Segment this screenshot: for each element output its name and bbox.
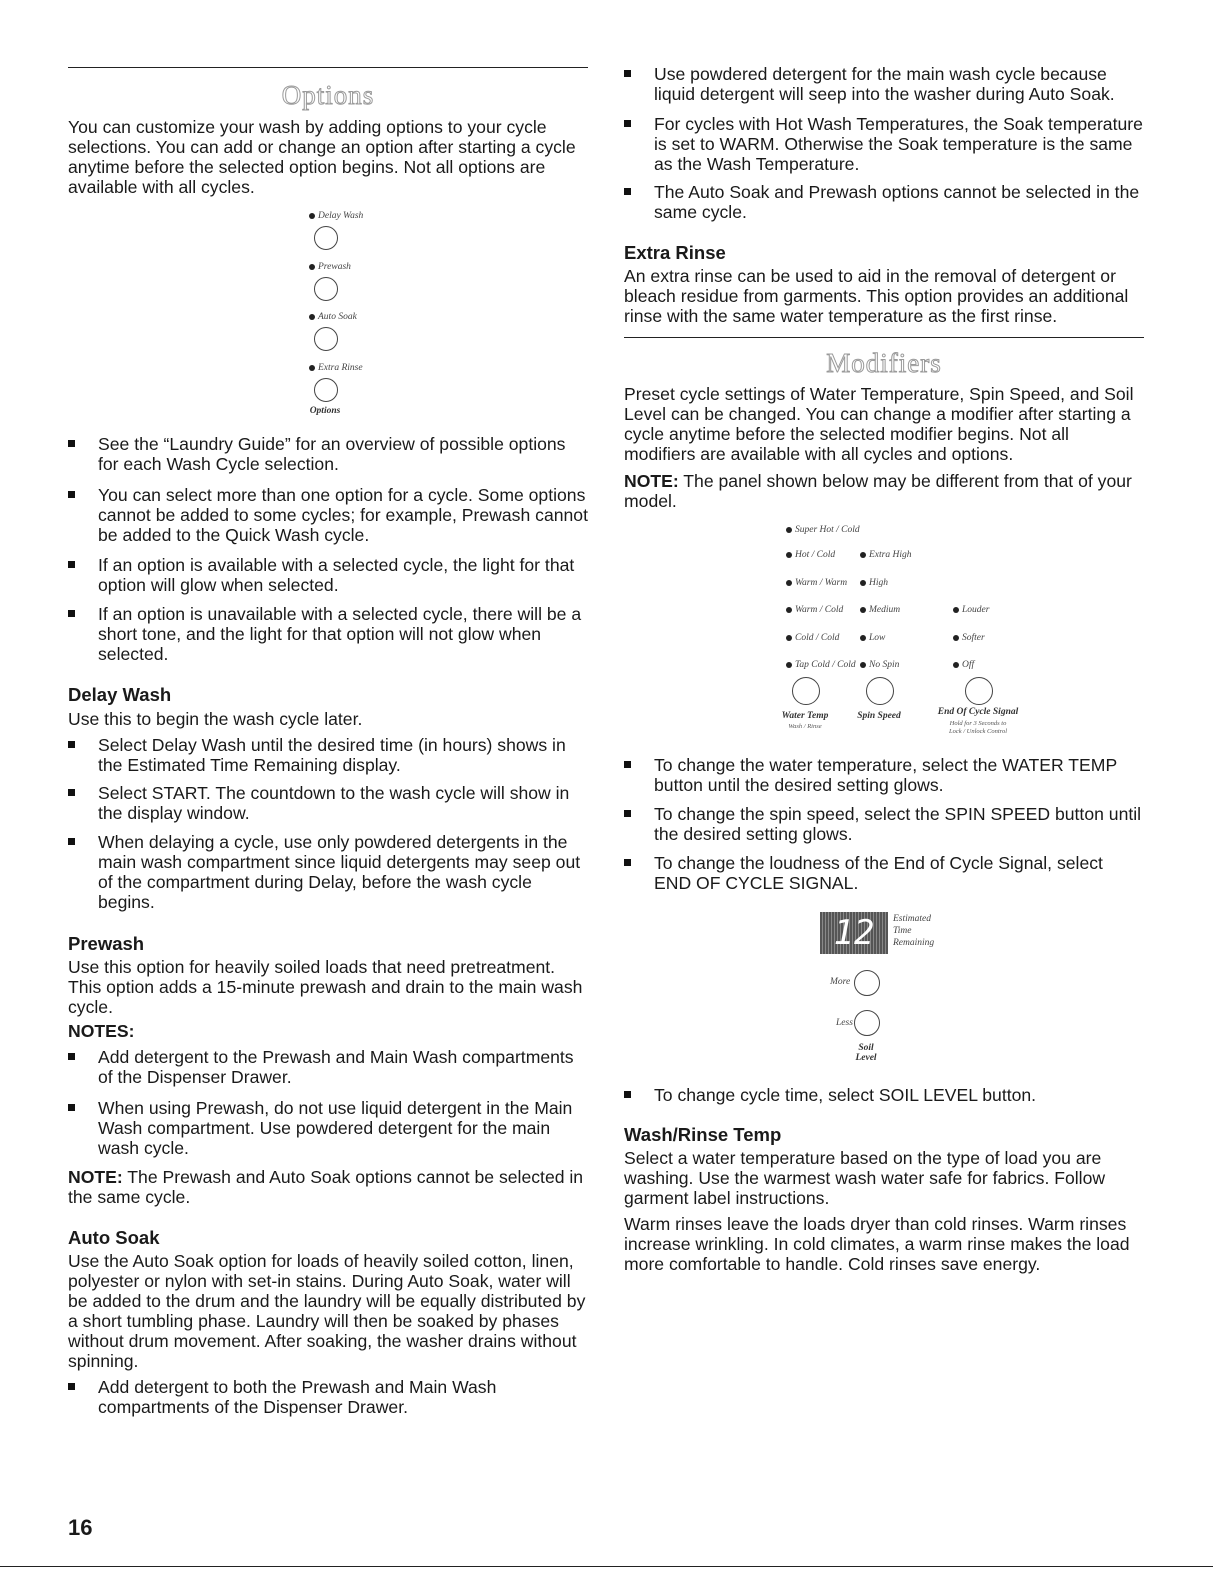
water-temp-setting: Tap Cold / Cold [786,660,856,670]
water-temp-button[interactable] [792,677,820,705]
options-top-rule [68,67,588,68]
prewash-heading: Prewash [68,933,145,954]
end-of-cycle-signal-caption: End Of Cycle Signal [937,707,1019,717]
end-of-cycle-signal-button[interactable] [965,677,993,705]
spin-speed-setting: Extra High [860,550,911,560]
indicator-dot [860,662,866,668]
bullet-square [68,491,75,498]
bullet-square [68,1053,75,1060]
more-label: More [830,977,851,987]
indicator-dot [860,607,866,613]
extra-rinse-text: An extra rinse can be used to aid in the removal of detergent or bleach residue from garments. This option provides an additional rinse with the same water temperature as the first rinse. [624,266,1129,326]
prewash-notes-label: NOTES: [68,1021,135,1041]
modifiers-top-rule [624,337,1144,338]
water-temp-setting: Warm / Cold [786,605,843,615]
signal-setting: Off [953,660,974,670]
soil-level-caption: Soil [858,1043,874,1053]
bullet-square [624,859,631,866]
soil-more-button[interactable] [854,970,880,996]
water-temp-setting: Hot / Cold [786,550,835,560]
spin-speed-setting: Medium [860,605,900,615]
delay-wash-intro: Use this to begin the wash cycle later. [68,709,363,729]
indicator-dot [860,580,866,586]
wash-rinse-heading: Wash/Rinse Temp [624,1124,782,1145]
indicator-dot [786,552,792,558]
bullet-square [68,1383,75,1390]
indicator-dot [953,635,959,641]
etr-label: Estimated [893,914,931,924]
wash-rinse-p2: Warm rinses leave the loads dryer than cold rinses. Warm rinses increase wrinkling. In cold climates, a warm rinse makes the load more comfortable to handle. Cold rinses save energy. [624,1214,1130,1274]
indicator-dot [309,365,315,371]
indicator-dot [786,607,792,613]
spin-speed-button[interactable] [866,677,894,705]
page-number: 16 [68,1515,93,1540]
extra-rinse-button[interactable] [314,378,338,402]
spin-speed-setting: Low [860,633,885,643]
water-temp-setting: Super Hot / Cold [786,525,860,535]
signal-setting: Softer [953,633,985,643]
bullet-square [624,70,631,77]
indicator-dot [786,527,792,533]
water-temp-subcaption: Wash / Rinse [788,723,822,730]
signal-setting: Louder [953,605,989,615]
soil-level-caption: Level [855,1053,877,1063]
etr-label: Time [893,926,912,936]
prewash-intro: Use this option for heavily soiled loads that need pretreatment. This option adds a 15-minute prewash and drain to the main wash cycle. [68,957,583,1017]
auto-soak-intro: Use the Auto Soak option for loads of heavily soiled cotton, linen, polyester or nylon with set-in stains. During Auto Soak, water will be added to the drum and the laundry will be equally distributed by a short tumbling phase. Laundry will then be soaked by phases without drum movement. After soaking, the washer drains without spinning. [68,1251,586,1371]
panel-label-auto-soak: Auto Soak [309,312,357,322]
options-panel-caption: Options [309,406,341,416]
indicator-dot [953,607,959,613]
water-temp-caption: Water Temp [781,711,829,721]
etr-label: Remaining [893,938,935,948]
spin-speed-setting: High [860,578,888,588]
indicator-dot [309,213,315,219]
indicator-dot [786,635,792,641]
auto-soak-heading: Auto Soak [68,1227,160,1248]
bullet-square [624,761,631,768]
modifiers-note: NOTE: The panel shown below may be different from that of your model. [624,471,1132,511]
bullet-square [68,440,75,447]
prewash-button[interactable] [314,277,338,301]
soil-less-button[interactable] [854,1010,880,1036]
bullet-square [68,561,75,568]
modifiers-title: Modifiers [826,348,942,378]
delay-wash-button[interactable] [314,226,338,250]
bullet-square [624,1091,631,1098]
signal-subcaption: Lock / Unlock Control [948,728,1008,735]
options-intro: You can customize your wash by adding options to your cycle selections. You can add or change an option after starting a cycle anytime before the selected option begins. Not all options are available with all cycles. [68,117,576,197]
indicator-dot [309,314,315,320]
auto-soak-button[interactable] [314,327,338,351]
bullet-square [624,188,631,195]
panel-label-prewash: Prewash [309,262,351,272]
bottom-rule [0,1566,1213,1567]
bullet-square [68,838,75,845]
indicator-dot [786,580,792,586]
signal-subcaption: Hold for 3 Seconds to [949,720,1007,727]
bullet-square [68,1104,75,1111]
panel-label-extra-rinse: Extra Rinse [309,363,363,373]
bullet-square [624,120,631,127]
spin-speed-setting: No Spin [860,660,899,670]
prewash-note: NOTE: The Prewash and Auto Soak options cannot be selected in the same cycle. [68,1167,584,1207]
modifiers-intro: Preset cycle settings of Water Temperature, Spin Speed, and Soil Level can be changed. You can change a modifier after starting a cycle anytime before the selected modifier begins. Not all modifiers are available with all cycles and options. [624,384,1134,464]
panel-label-delay-wash: Delay Wash [309,211,363,221]
delay-wash-heading: Delay Wash [68,684,172,705]
bullet-square [68,789,75,796]
bullet-square [68,610,75,617]
indicator-dot [860,635,866,641]
wash-rinse-p1: Select a water temperature based on the type of load you are washing. Use the warmest wash water safe for fabrics. Follow garment label instructions. [624,1148,1106,1208]
spin-speed-caption: Spin Speed [857,711,901,721]
bullet-square [624,810,631,817]
water-temp-setting: Warm / Warm [786,578,847,588]
water-temp-setting: Cold / Cold [786,633,839,643]
extra-rinse-heading: Extra Rinse [624,242,726,263]
indicator-dot [786,662,792,668]
less-label: Less [836,1018,853,1028]
indicator-dot [309,264,315,270]
indicator-dot [953,662,959,668]
options-title: Options [281,80,375,110]
bullet-square [68,741,75,748]
estimated-time-display: 12 [820,912,888,954]
indicator-dot [860,552,866,558]
